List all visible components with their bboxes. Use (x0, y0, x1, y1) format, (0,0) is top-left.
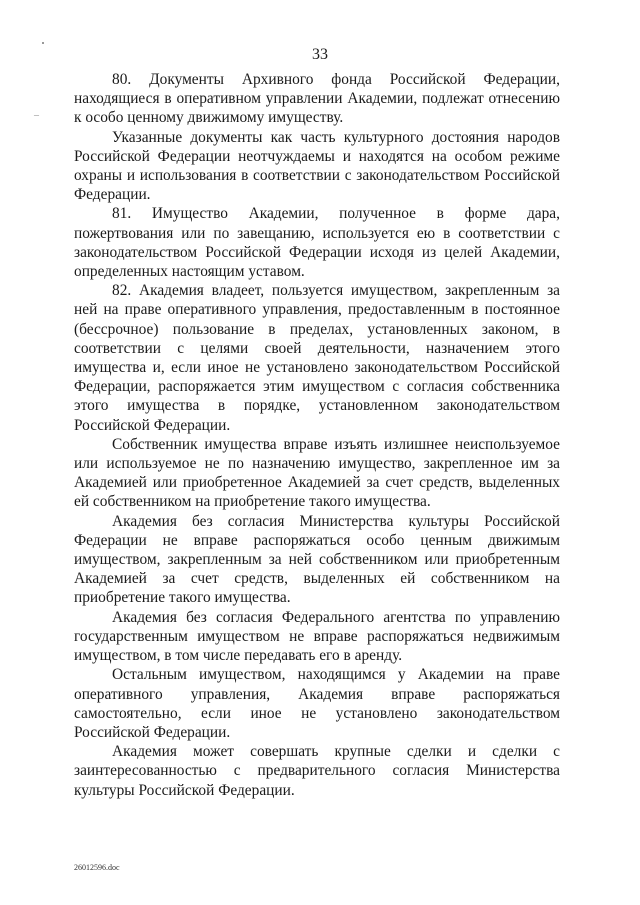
page-number: 33 (312, 46, 328, 63)
paragraph-movable-property: Академия без согласия Министерства культуры Российской Федерации не вправе распоряжаться особо ценным движимым имуществом, закрепленным за ней собственником или приобретенным Академией за счет средств, выделенных ей собственником на приобретение такого имущества. (74, 512, 560, 607)
margin-mark: – (34, 110, 39, 121)
file-name-footer: 26012596.doc (74, 863, 120, 872)
paragraph-major-transactions: Академия может совершать крупные сделки и сделки с заинтересованностью с предварительного согласия Министерства культуры Российской Федерации. (74, 743, 560, 799)
document-body (74, 70, 560, 800)
paragraph-82: 82. Академия владеет, пользуется имуществом, закрепленным за ней на праве оперативного управления, предоставленным в постоянное (бессрочное) пользование в пределах, установленных законом, в соответствии с целями своей деятельности, назначением этого имущества и, если иное не установлено законодательством Российской Федерации, распоряжается этим имуществом с согласия собственника этого имущества в порядке, установленном законодательством Российской Федерации. (74, 282, 560, 434)
paragraph-80: 80. Документы Архивного фонда Российской Федерации, находящиеся в оперативном управлении Академии, подлежат отнесению к особо ценному движимому имуществу. (74, 71, 560, 127)
paragraph-owner-rights: Собственник имущества вправе изъять излишнее неиспользуемое или используемое не по назначению имущество, закрепленное им за Академией или приобретенное Академией за счет средств, выделенных ей собственником на приобретение такого имущества. (74, 435, 560, 511)
paragraph-other-property: Остальным имуществом, находящимся у Академии на праве оперативного управления, Академия вправе распоряжаться самостоятельно, если иное не установлено законодательством Российской Федерации. (74, 666, 560, 741)
paragraph-archive-documents: Указанные документы как часть культурного достояния народов Российской Федерации неотчуждаемы и находятся на особом режиме охраны и использования в соответствии с законодательством Российской Федерации. (74, 128, 560, 204)
paragraph-real-estate: Академия без согласия Федерального агентства по управлению государственным имуществом не вправе распоряжаться недвижимым имуществом, в том числе передавать его в аренду. (74, 608, 560, 665)
paragraph-81: 81. Имущество Академии, полученное в форме дара, пожертвования или по завещанию, используется ею в соответствии с законодательством Российской Федерации исходя из целей Академии, определенных настоящим уставом. (74, 205, 560, 281)
margin-dot (42, 42, 44, 44)
